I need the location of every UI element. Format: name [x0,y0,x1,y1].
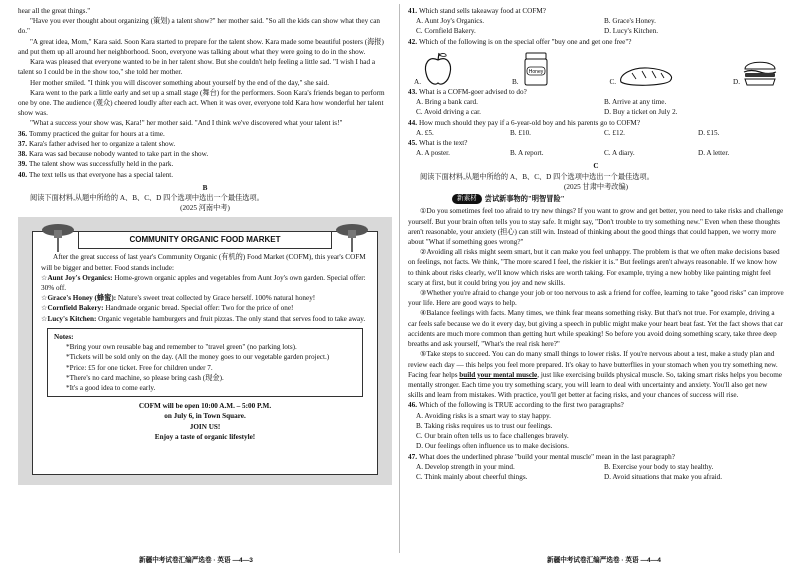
note-item: *It's a good idea to come early. [66,384,156,392]
section-b-instruction: 阅读下面材料,从题中所给的 A、B、C、D 四个选项中选出一个最佳选项。 [30,193,264,202]
option[interactable]: D. Our feelings often influence us to make decisions. [416,442,569,451]
option[interactable]: D. Avoid situations that make you afraid. [604,472,723,481]
image-options [408,47,784,87]
question-46: 46. Which of the following is TRUE according to the first two paragraphs? A. Avoiding risks is a smart way to stay happy. B. Taking risks requires us to trust our feelings. C. Our brain often tells us to face challenges bravely. D. Our feelings often influence us to make decisions. [408,400,784,451]
notes-title: Notes: [54,332,74,341]
pushpin-icon [38,220,78,254]
section-b-source: (2025 河南中考) [180,204,230,213]
bread-icon [618,65,674,87]
option[interactable]: A. Aunt Joy's Organics. [416,17,485,26]
passage-paragraph: "Have you ever thought about organizing (策划) a talent show?" her mother said. "So all the kids can show what they can do." [18,17,380,36]
notes-box [47,328,363,397]
option[interactable]: A. A poster. [416,149,450,158]
badge-tag: 新素材 [452,194,482,203]
left-footer: 新疆中考试卷汇编严选卷 · 英语 —4—3 [139,556,253,564]
stand-item: ☆Aunt Joy's Organics: Home-grown organic apples and vegetables from Aunt Joy's own garden. Special offer: 30% off. [41,273,366,293]
passage-paragraph: ②Avoiding all risks might seem smart, but it can make you feel unhappy. The problem is that we often make decisions based on feelings, not facts. We think, "The more scared I feel, the riskier it is." But feelings aren't always reasonable. If we know how to think about risks clearly, we'll know which risks are worth taking. For example, trying a new hobby like painting might feel scary at first, but it could bring you joy and new skills. [408,248,780,287]
question-45: 45. What is the text? A. A poster. B. A report. C. A diary. D. A letter. [408,138,784,158]
poster-closing [41,401,369,442]
note-item: *There's no card machine, so please bring cash (现金). [66,373,224,382]
closing-slogan: Enjoy a taste of organic lifestyle! [154,432,256,441]
statement-item: 38. Kara was sad because nobody wanted to take part in the show. [18,150,209,159]
page-divider [399,4,400,553]
passage-paragraph: ④Balance feelings with facts. Many times, we think fear means something risky. But that's not true. For example, driving a car feels safe because we do it every day, but giving a speech in public might make your heart beat fast. Yet the fact shows that car accidents are much more common than getting hurt while speaking! So before you avoid doing something scary, take three deep breaths and ask yourself, "What's the real risk here?" [408,309,783,349]
option[interactable]: A. £5. [416,128,434,137]
poster-intro: After the great success of last year's Community Organic (有机的) Food Market (COFM), this year's COFM will be bigger and better. Food stands include: [41,253,366,272]
new-material-badge [452,194,565,204]
question-41: 41. Which stand sells takeaway food at COFM? A. Aunt Joy's Organics. B. Grace's Honey. C. Cornfield Bakery. D. Lucy's Kitchen. [408,6,784,37]
pushpin-icon [332,220,372,254]
section-b-label: B [202,183,208,192]
passage-line: hear all the great things." [18,7,91,15]
option[interactable]: C. Our brain often tells us to face challenges bravely. [416,432,569,441]
question-44: 44. How much should they pay if a 6-year-old boy and his parents go to COFM? A. £5. B. £10. C. £12. D. £15. [408,118,784,138]
option[interactable]: C. A diary. [604,149,635,158]
passage-paragraph: ⑤Take steps to succeed. You can do many small things to lower risks. If you're nervous about a test, make a study plan and review each day — this helps you feel more prepared. It's okay to have butterflies in your stomach when you try something new. Facing fear helps build your mental muscle, just like exercising builds physical muscle. So, taking smart risks helps you become mentally stronger. Each time you try something scary, you will learn to deal with uncertainty and anxiety. You'll also get new skills and learn from mistakes. With practice, you'll get better at facing risks, and your chances of success will rise. [408,350,782,400]
note-item: *Bring your own reusable bag and remember to "travel green" (no parking lots). [66,343,297,352]
hamburger-icon [742,57,778,87]
note-item: *Tickets will be sold only on the day. (All the money goes to our vegetable garden project.) [66,353,330,362]
option[interactable]: B. A report. [510,149,544,158]
question-47: 47. What does the underlined phrase "build your mental muscle" mean in the last paragraph? A. Develop strength in your mind. B. Exercise your body to stay healthy. C. Think mainly about cheerful things. D. Avoid situations that make you afraid. [408,452,784,483]
option-b[interactable]: B. Honey [512,51,551,87]
stand-item: ☆Grace's Honey (蜂蜜): Nature's sweet treat collected by Grace herself. 100% natural honey! [41,294,316,303]
right-footer: 新疆中考试卷汇编严选卷 · 英语 —4—4 [547,556,661,564]
option[interactable]: D. A letter. [698,149,730,158]
question-42: 42. Which of the following is on the special offer "buy one and get one free"? A. B. Honey C. D. [408,37,784,87]
passage-paragraph: "A great idea, Mom," Kara said. Soon Kara started to prepare for the talent show. Kara made some beautiful posters (海报) and put them up all around her neighborhood. Soon, everyone was talking about what they were going to do in the show. [18,37,384,56]
option[interactable]: D. Buy a ticket on July 2. [604,108,678,117]
section-c-label: C [593,162,599,171]
note-item: *Price: £5 for one ticket. Free for children under 7. [66,363,213,372]
poster-board [32,231,378,475]
section-c-instruction: 阅读下面材料,从题中所给的 A、B、C、D 四个选项中选出一个最佳选项。 [420,172,654,181]
option[interactable]: D. £15. [698,128,720,137]
passage-paragraph: "What a success your show was, Kara!" her mother said. "And I think we've discovered what your talent is!" [30,119,343,128]
option[interactable]: C. £12. [604,128,625,137]
passage-c [408,206,784,400]
stand-list [41,273,369,324]
passage-paragraph: ③Whether you're afraid to change your job or too nervous to ask a friend for coffee, learning to take "good risks" can improve your life. Here are good ways to help. [408,289,784,308]
option[interactable]: A. Bring a bank card. [416,98,478,107]
stand-item: ☆Lucy's Kitchen: Organic vegetable hamburgers and fruit pizzas. The only stand that serves food to take away. [41,314,366,323]
option[interactable]: B. Grace's Honey. [604,17,656,26]
event-date-place: on July 6, in Town Square. [164,412,246,421]
option[interactable]: C. Cornfield Bakery. [416,27,476,36]
apple-icon [423,51,453,87]
option[interactable]: D. Lucy's Kitchen. [604,27,658,36]
passage-a [18,6,392,129]
jar-label: Honey [528,68,543,75]
statement-item: 36. Tommy practiced the guitar for hours at a time. [18,129,165,138]
option[interactable]: B. Arrive at any time. [604,98,667,107]
passage-paragraph: Kara went to the park a little early and set up a small stage (舞台) for the performers. Soon Kara's friends began to perform one by one. The audience (观众) cheered loudly after each act. When it was over, everyone told Kara how wonderful her talent show was. [18,88,385,118]
passage-paragraph: Kara was pleased that everyone wanted to be in her talent show. But she couldn't help feeling a little sad. "I wish I had a talent so I could be in the show too," she told her mother. [18,58,376,77]
option-c[interactable]: C. [609,65,674,87]
passage-paragraph: ①Do you sometimes feel too afraid to try new things? If you want to grow and get better, you need to take risks and challenge yourself. But your brain often tells you to stay safe. It might say, "Don't trouble to try something new." Even when these thoughts aren't reasonable, your anxiety (担心) can still win. Instead of thinking about the good things that could happen, we worry more about "What if something goes wrong?" [408,207,784,246]
badge-text: 尝试新事物的"明智冒险" [484,195,565,204]
underlined-phrase: build your mental muscle [459,370,538,379]
statement-list [18,129,392,180]
left-page [18,6,392,485]
statement-item: 39. The talent show was successfully held in the park. [18,160,174,169]
option[interactable]: B. Taking risks requires us to trust our feelings. [416,421,553,430]
option[interactable]: B. £10. [510,128,531,137]
statement-item: 40. The text tells us that everyone has a special talent. [18,170,174,179]
passage-paragraph: Her mother smiled. "I think you will discover something about yourself by the end of the day," she said. [30,78,330,87]
honey-jar-icon [521,51,551,87]
market-poster [18,217,392,485]
option[interactable]: B. Exercise your body to stay healthy. [604,462,714,471]
right-page [408,6,784,482]
option[interactable]: A. Avoiding risks is a smart way to stay happy. [416,411,551,420]
option-a[interactable]: A. [414,51,453,87]
opening-hours: COFM will be open 10:00 A.M. – 5:00 P.M. [138,402,272,411]
statement-item: 37. Kara's father advised her to organize a talent show. [18,139,176,148]
option-d[interactable]: D. [733,57,778,87]
option[interactable]: C. Avoid driving a car. [416,108,481,117]
question-43: 43. What is a COFM-goer advised to do? A. Bring a bank card. B. Arrive at any time. C. Avoid driving a car. D. Buy a ticket on July 2. [408,87,784,118]
join-us: JOIN US! [189,422,221,431]
section-c-source: (2025 甘肃中考改编) [563,182,629,191]
poster-title: COMMUNITY ORGANIC FOOD MARKET [78,231,332,249]
option[interactable]: A. Develop strength in your mind. [416,462,515,471]
stand-item: ☆Cornfield Bakery: Handmade organic bread. Special offer: Two for the price of one! [41,304,294,313]
option[interactable]: C. Think mainly about cheerful things. [416,472,528,481]
